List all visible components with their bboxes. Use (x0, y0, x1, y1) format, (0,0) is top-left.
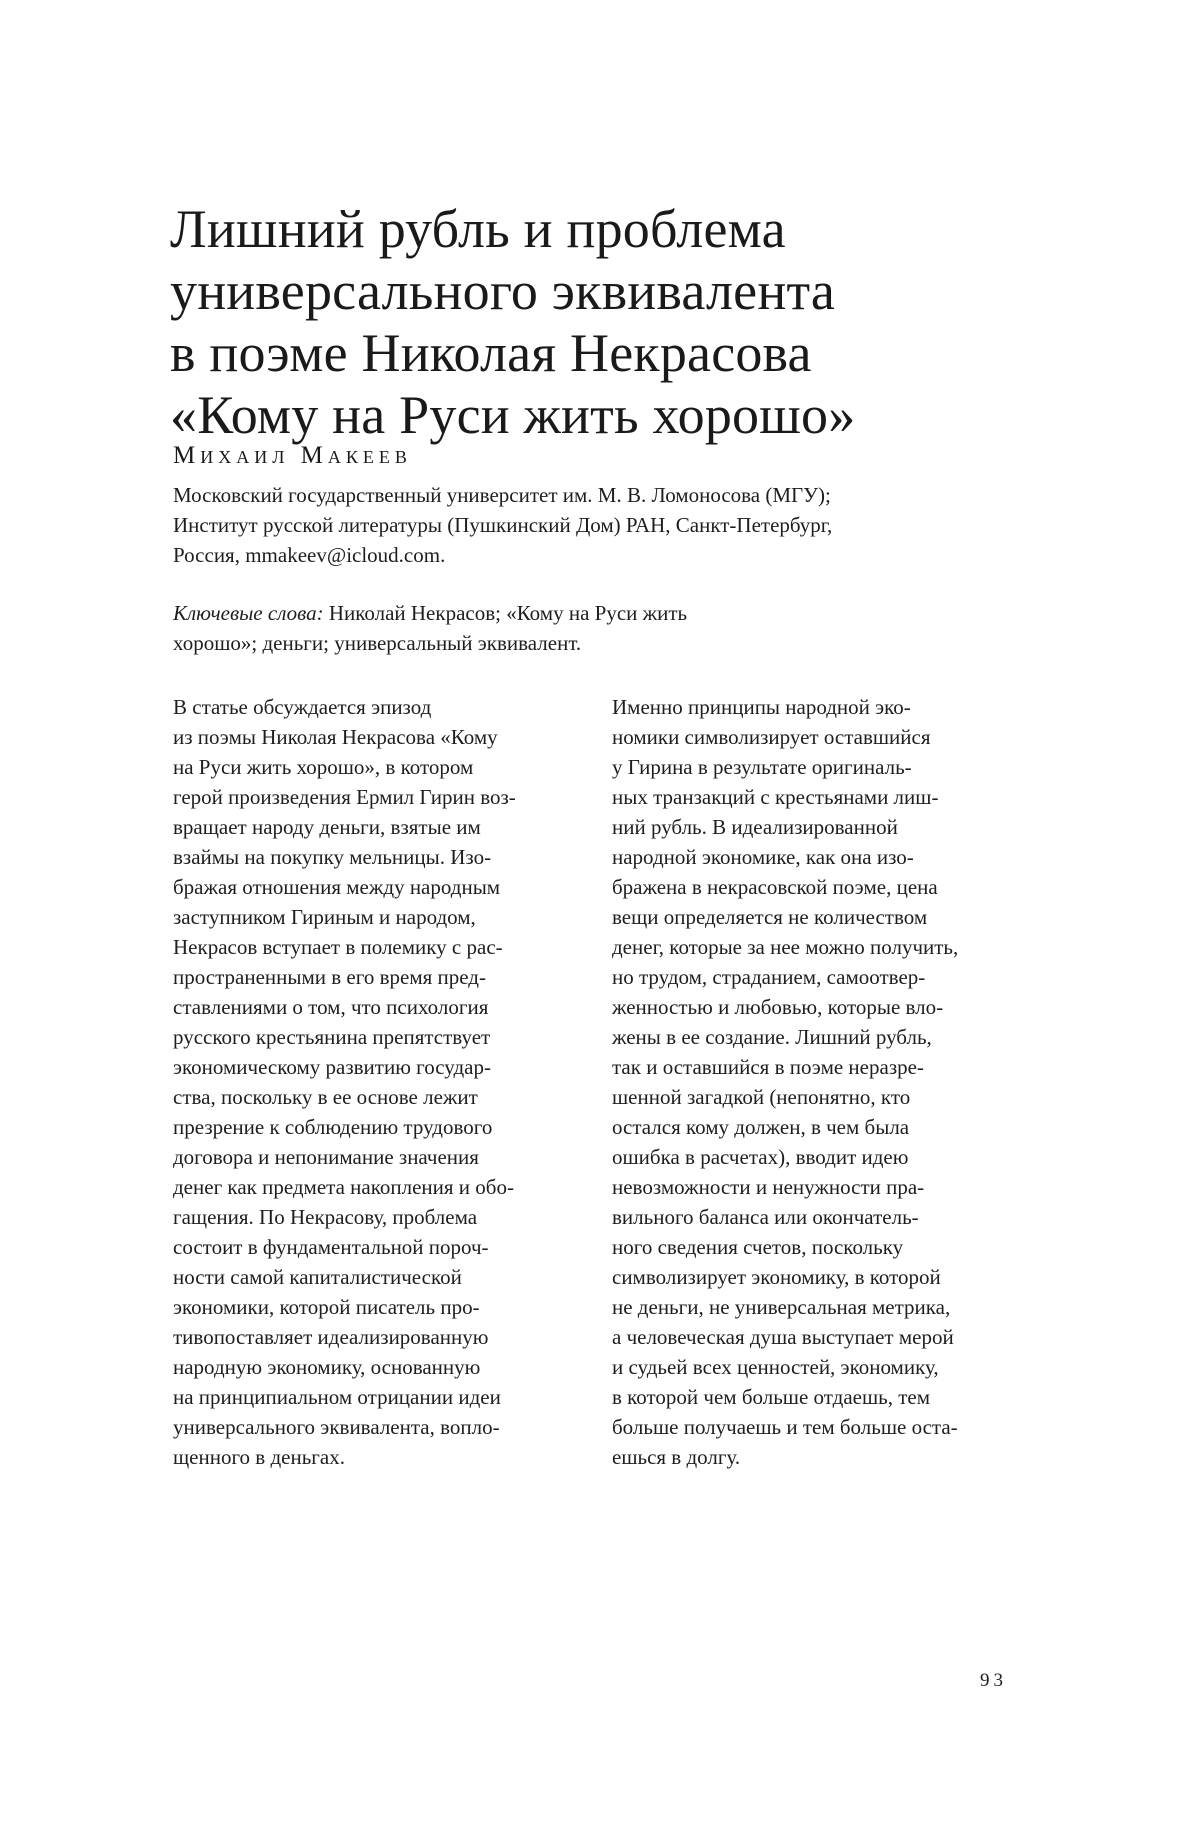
abstract-line: ний рубль. В идеализированной (612, 815, 898, 839)
abstract-line: ных транзакций с крестьянами лиш- (612, 785, 939, 809)
title-line: в поэме Николая Некрасова (170, 323, 812, 383)
abstract-line: ности самой капиталистической (173, 1265, 462, 1289)
abstract-right-column (612, 692, 1032, 1472)
abstract-line: бражая отношения между народным (173, 875, 501, 899)
abstract-line: на Руси жить хорошо», в котором (173, 755, 474, 779)
abstract-line: состоит в фундаментальной пороч- (173, 1235, 489, 1259)
abstract-line: герой произведения Ермил Гирин воз- (173, 785, 516, 809)
abstract-line: гащения. По Некрасову, проблема (173, 1205, 478, 1229)
abstract-line: бражена в некрасовской поэме, цена (612, 875, 938, 899)
affiliation-line: Институт русской литературы (Пушкинский Дом) РАН, Санкт-Петербург, (173, 513, 833, 537)
abstract-line: народной экономике, как она изо- (612, 845, 914, 869)
abstract-line: ства, поскольку в ее основе лежит (173, 1085, 478, 1109)
abstract-line: остался кому должен, в чем была (612, 1115, 910, 1139)
abstract-line: ешься в долгу. (612, 1445, 741, 1469)
title-line: «Кому на Руси жить хорошо» (170, 385, 856, 445)
abstract-line: презрение к соблюдению трудового (173, 1115, 493, 1139)
keywords-line (173, 598, 873, 628)
abstract-line: но трудом, страданием, самоотвер- (612, 965, 926, 989)
abstract-line: народную экономику, основанную (173, 1355, 481, 1379)
abstract-line: на принципиальном отрицании идеи (173, 1385, 501, 1409)
abstract-line: жены в ее создание. Лишний рубль, (612, 1025, 932, 1049)
abstract-line: договора и непонимание значения (173, 1145, 479, 1169)
abstract-line: вещи определяется не количеством (612, 905, 928, 929)
abstract-line: и судьей всех ценностей, экономику, (612, 1355, 939, 1379)
abstract-line: Некрасов вступает в полемику с рас- (173, 935, 503, 959)
abstract-line: универсального эквивалента, вопло- (173, 1415, 500, 1439)
abstract-line: заступником Гириным и народом, (173, 905, 476, 929)
abstract-line: а человеческая душа выступает мерой (612, 1325, 954, 1349)
abstract-line: символизирует экономику, в которой (612, 1265, 941, 1289)
abstract-line: ного сведения счетов, поскольку (612, 1235, 904, 1259)
keywords-text: Николай Некрасов; «Кому на Руси жить (328, 601, 688, 625)
abstract-line: женностью и любовью, которые вло- (612, 995, 944, 1019)
title-line: Лишний рубль и проблема (170, 199, 786, 259)
abstract-line: русского крестьянина препятствует (173, 1025, 491, 1049)
keywords-label: Ключевые слова: (173, 601, 324, 625)
abstract-line: у Гирина в результате оригиналь- (612, 755, 912, 779)
abstract-line: ошибка в расчетах), вводит идею (612, 1145, 909, 1169)
title-line: универсального эквивалента (170, 261, 836, 321)
keywords-block (173, 598, 873, 658)
abstract-line: В статье обсуждается эпизод (173, 695, 432, 719)
abstract-line: невозможности и ненужности пра- (612, 1175, 925, 1199)
affiliation-line: Московский государственный университет им. М. В. Ломоносова (МГУ); (173, 483, 831, 507)
abstract-line: денег как предмета накопления и обо- (173, 1175, 514, 1199)
abstract-line: номики символизирует оставшийся (612, 725, 931, 749)
abstract-line: пространенными в его время пред- (173, 965, 486, 989)
abstract-line: щенного в деньгах. (173, 1445, 345, 1469)
page-number: 93 (980, 1670, 1007, 1691)
abstract-line: не деньги, не универсальная метрика, (612, 1295, 951, 1319)
abstract-line: денег, которые за нее можно получить, (612, 935, 959, 959)
abstract-left-column (173, 692, 583, 1472)
abstract-line: ставлениями о том, что психология (173, 995, 489, 1019)
author-affiliation (173, 480, 1033, 570)
abstract-line: взаймы на покупку мельницы. Изо- (173, 845, 492, 869)
abstract-line: вильного баланса или окончатель- (612, 1205, 919, 1229)
abstract-line: вращает народу деньги, взятые им (173, 815, 481, 839)
article-title (170, 198, 1030, 446)
author-name: Михаил Макеев (173, 442, 412, 469)
abstract-line: в которой чем больше отдаешь, тем (612, 1385, 931, 1409)
abstract-line: экономическому развитию государ- (173, 1055, 491, 1079)
abstract-line: Именно принципы народной эко- (612, 695, 911, 719)
abstract-line: из поэмы Николая Некрасова «Кому (173, 725, 498, 749)
abstract-line: так и оставшийся в поэме неразре- (612, 1055, 924, 1079)
abstract-line: экономики, которой писатель про- (173, 1295, 480, 1319)
affiliation-line: Россия, mmakeev@icloud.com. (173, 543, 446, 567)
abstract-line: шенной загадкой (непонятно, кто (612, 1085, 911, 1109)
keywords-line: хорошо»; деньги; универсальный эквивалент. (173, 631, 582, 655)
abstract-line: тивопоставляет идеализированную (173, 1325, 489, 1349)
abstract-line: больше получаешь и тем больше оста- (612, 1415, 958, 1439)
